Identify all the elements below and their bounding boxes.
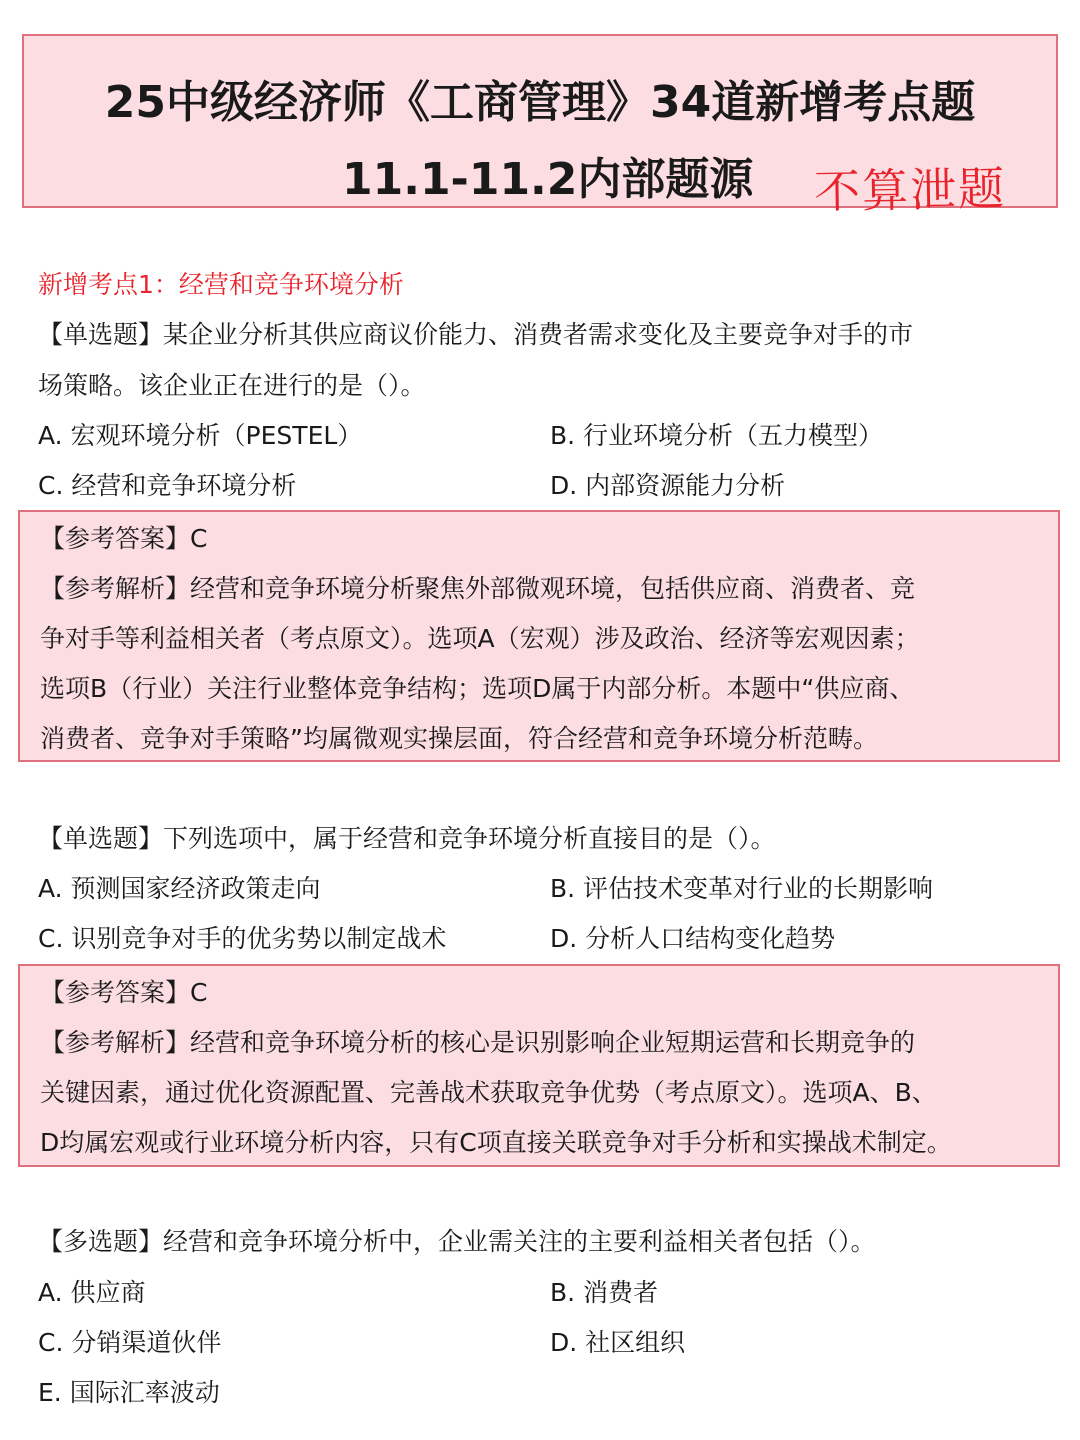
q3-option-d: D. 社区组织 [550, 1328, 686, 1357]
q2-answer-box [18, 964, 1060, 1167]
q1-stem-line1: 【单选题】某企业分析其供应商议价能力、消费者需求变化及主要竞争对手的市 [38, 320, 914, 349]
q1-analysis-line1: 【参考解析】经营和竞争环境分析聚焦外部微观环境，包括供应商、消费者、竞 [40, 574, 916, 603]
q1-option-a: A. 宏观环境分析（PESTEL） [38, 421, 363, 450]
q1-stem-line2: 场策略。该企业正在进行的是（）。 [38, 371, 426, 400]
q1-option-d: D. 内部资源能力分析 [550, 471, 786, 500]
q2-option-c: C. 识别竞争对手的优劣势以制定战术 [38, 924, 447, 953]
q1-option-c: C. 经营和竞争环境分析 [38, 471, 297, 500]
section-heading: 新增考点1：经营和竞争环境分析 [38, 270, 404, 299]
q1-answer-box [18, 510, 1060, 762]
q2-answer: 【参考答案】C [40, 978, 208, 1007]
q2-analysis-line3: D均属宏观或行业环境分析内容，只有C项直接关联竞争对手分析和实操战术制定。 [40, 1128, 952, 1157]
q1-analysis-line4: 消费者、竞争对手策略”均属微观实操层面，符合经营和竞争环境分析范畴。 [40, 724, 878, 753]
q1-option-b: B. 行业环境分析（五力模型） [550, 421, 884, 450]
q2-option-d: D. 分析人口结构变化趋势 [550, 924, 836, 953]
q2-analysis-line1: 【参考解析】经营和竞争环境分析的核心是识别影响企业短期运营和长期竞争的 [40, 1028, 916, 1057]
q3-option-b: B. 消费者 [550, 1278, 659, 1307]
q1-analysis-line2: 争对手等利益相关者（考点原文）。选项A（宏观）涉及政治、经济等宏观因素； [40, 624, 920, 653]
q3-option-a: A. 供应商 [38, 1278, 146, 1307]
title-banner [22, 34, 1058, 219]
q2-option-b: B. 评估技术变革对行业的长期影响 [550, 874, 934, 903]
page-title: 25中级经济师《工商管理》34道新增考点题 [104, 77, 976, 128]
q1-analysis-line3: 选项B（行业）关注行业整体竞争结构；选项D属于内部分析。本题中“供应商、 [40, 674, 915, 703]
q2-analysis-line2: 关键因素，通过优化资源配置、完善战术获取竞争优势（考点原文）。选项A、B、 [40, 1078, 937, 1107]
q3-option-e: E. 国际汇率波动 [38, 1378, 220, 1407]
page-subtitle: 11.1-11.2内部题源 [342, 154, 754, 205]
q1-answer: 【参考答案】C [40, 524, 208, 553]
q3-option-c: C. 分销渠道伙伴 [38, 1328, 222, 1357]
q2-stem-line1: 【单选题】下列选项中，属于经营和竞争环境分析直接目的是（）。 [38, 824, 776, 853]
q3-stem-line1: 【多选题】经营和竞争环境分析中，企业需关注的主要利益相关者包括（）。 [38, 1227, 876, 1256]
q2-option-a: A. 预测国家经济政策走向 [38, 874, 321, 903]
handwritten-stamp: 不算泄题 [813, 161, 1007, 219]
